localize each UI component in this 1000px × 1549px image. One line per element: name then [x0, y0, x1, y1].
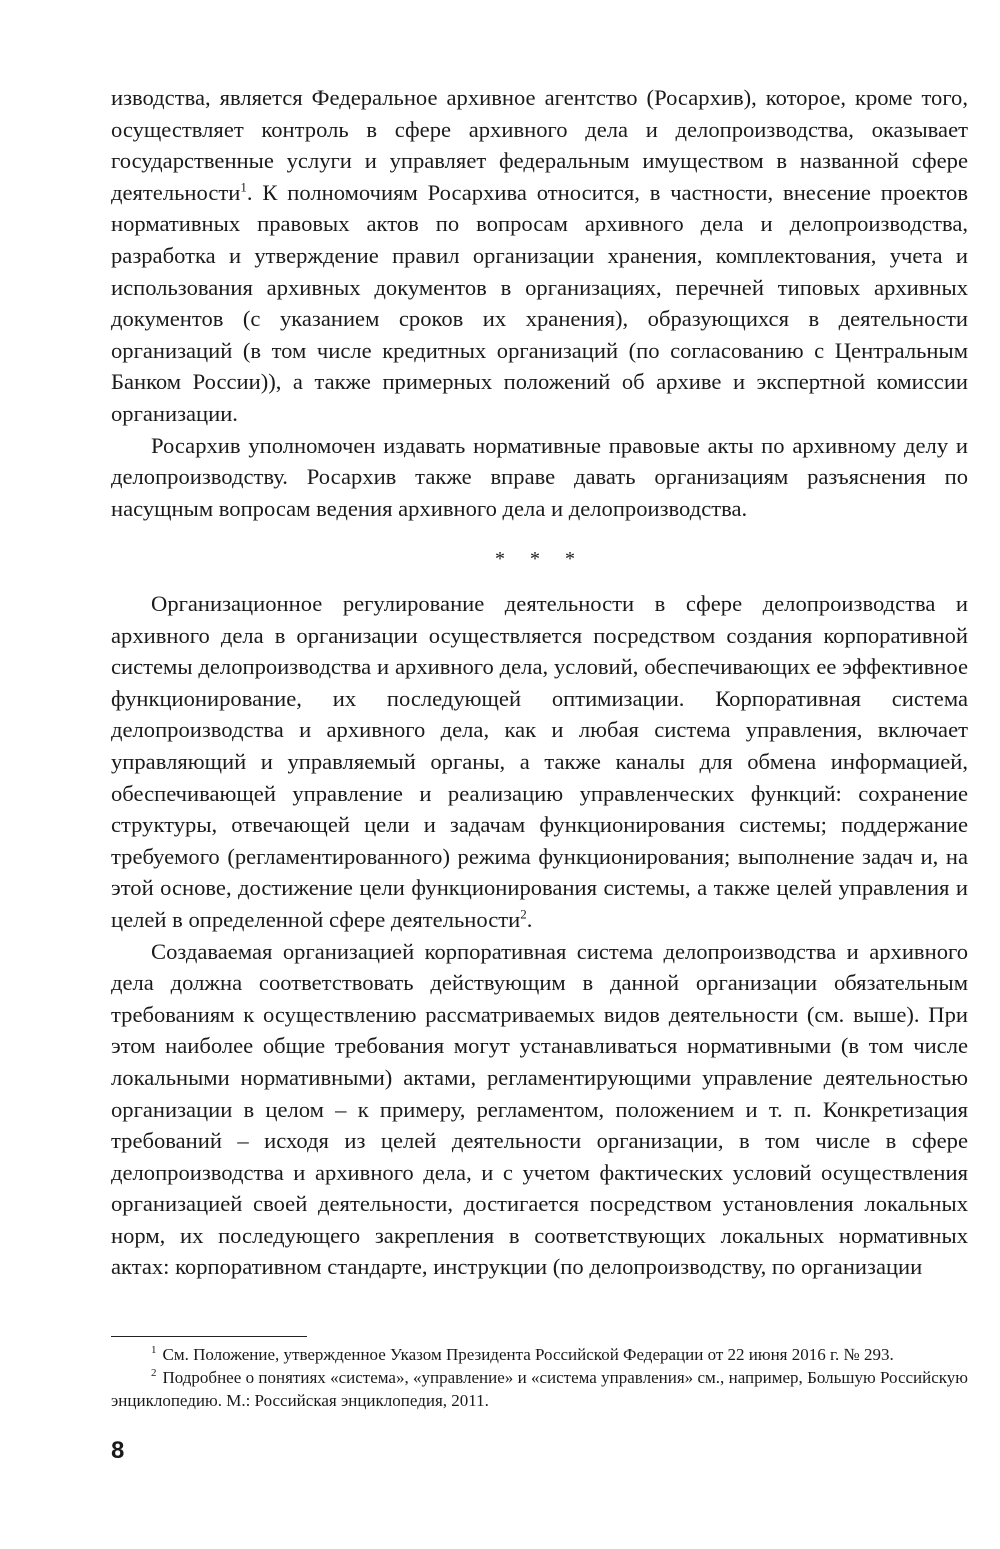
paragraph: Организационное регулирование деятельности в сфере делопроизводства и архивного дела в организации осуществляется посредством создания корпоративной системы делопроизводства и архивного дела, условий, обеспечивающих ее эффективное функционирование, их последующей оптимизации. Корпоративная система делопроизводства и архивного дела, как и любая система управления, включает управляющий и управляемый органы, а также каналы для обмена информацией, обеспечивающей управление и реализацию управленческих функций: сохранение структуры, отвечающей цели и задачам функционирования системы; поддержание требуемого (регламентированного) режима функционирования; выполнение задач и, на этой основе, достижение цели функционирования системы, а также целей управления и целей в определенной сфере деятельности$^2$.	[111, 591, 968, 932]
footnote-number: 1	[151, 1344, 157, 1357]
text-block-top	[111, 82, 968, 524]
footnotes	[111, 1343, 968, 1412]
paragraph: изводства, является Федеральное архивное агентство (Росархив), которое, кроме того, осуществляет контроль в сфере архивного дела и делопроизводства, оказывает государственные услуги и управляет федеральным имуществом в названной сфере деятельности$^1$. К полномочиям Росархива относится, в частности, внесение проектов нормативных правовых актов по вопросам архивного дела и делопроизводства, разработка и утверждение правил организации хранения, комплектования, учета и использования архивных документов в организациях, перечней типовых архивных документов (с указанием сроков их хранения), образующихся в деятельности организаций (в том числе кредитных организаций (по согласованию с Центральным Банком России)), а также примерных положений об архиве и экспертной комиссии организации.	[111, 85, 968, 426]
footnote-2: $^2$ Подробнее о понятиях «система», «управление» и «система управления» см., например, Большую Российскую энциклопедию. М.: Российская энциклопедия, 2011.	[111, 1367, 968, 1410]
section-separator: * * *	[495, 548, 585, 570]
footnote-ref-1[interactable]: 1	[240, 179, 247, 195]
page-number: 8	[111, 1437, 125, 1464]
footnote-1: $^1$ См. Положение, утвержденное Указом Президента Российской Федерации от 22 июня 2016 г. № 293.	[151, 1344, 894, 1364]
paragraph: Создаваемая организацией корпоративная система делопроизводства и архивного дела должна соответствовать действующим в данной организации обязательным требованиям к осуществлению рассматриваемых видов деятельности (см. выше). При этом наиболее общие требования могут устанавливаться нормативными (в том числе локальными нормативными) актами, регламентирующими управление деятельностью организации в целом – к примеру, регламентом, положением и т. п. Конкретизация требований – исходя из целей деятельности организации, в том числе в сфере делопроизводства и архивного дела, и с учетом фактических условий осуществления организацией своей деятельности, достигается посредством установления локальных норм, их последующего закрепления в соответствующих локальных нормативных актах: корпоративном стандарте, инструкции (по делопроизводству, по организации	[111, 938, 968, 1280]
footnote-divider	[111, 1336, 307, 1337]
text-block-main	[111, 588, 968, 1283]
footnote-ref-2[interactable]: 2	[520, 906, 527, 922]
paragraph: Росархив уполномочен издавать нормативные правовые акты по архивному делу и делопроизводству. Росархив также вправе давать организациям разъяснения по насущным вопросам ведения архивного дела и делопроизводства.	[111, 432, 968, 521]
footnote-number: 2	[151, 1367, 157, 1380]
